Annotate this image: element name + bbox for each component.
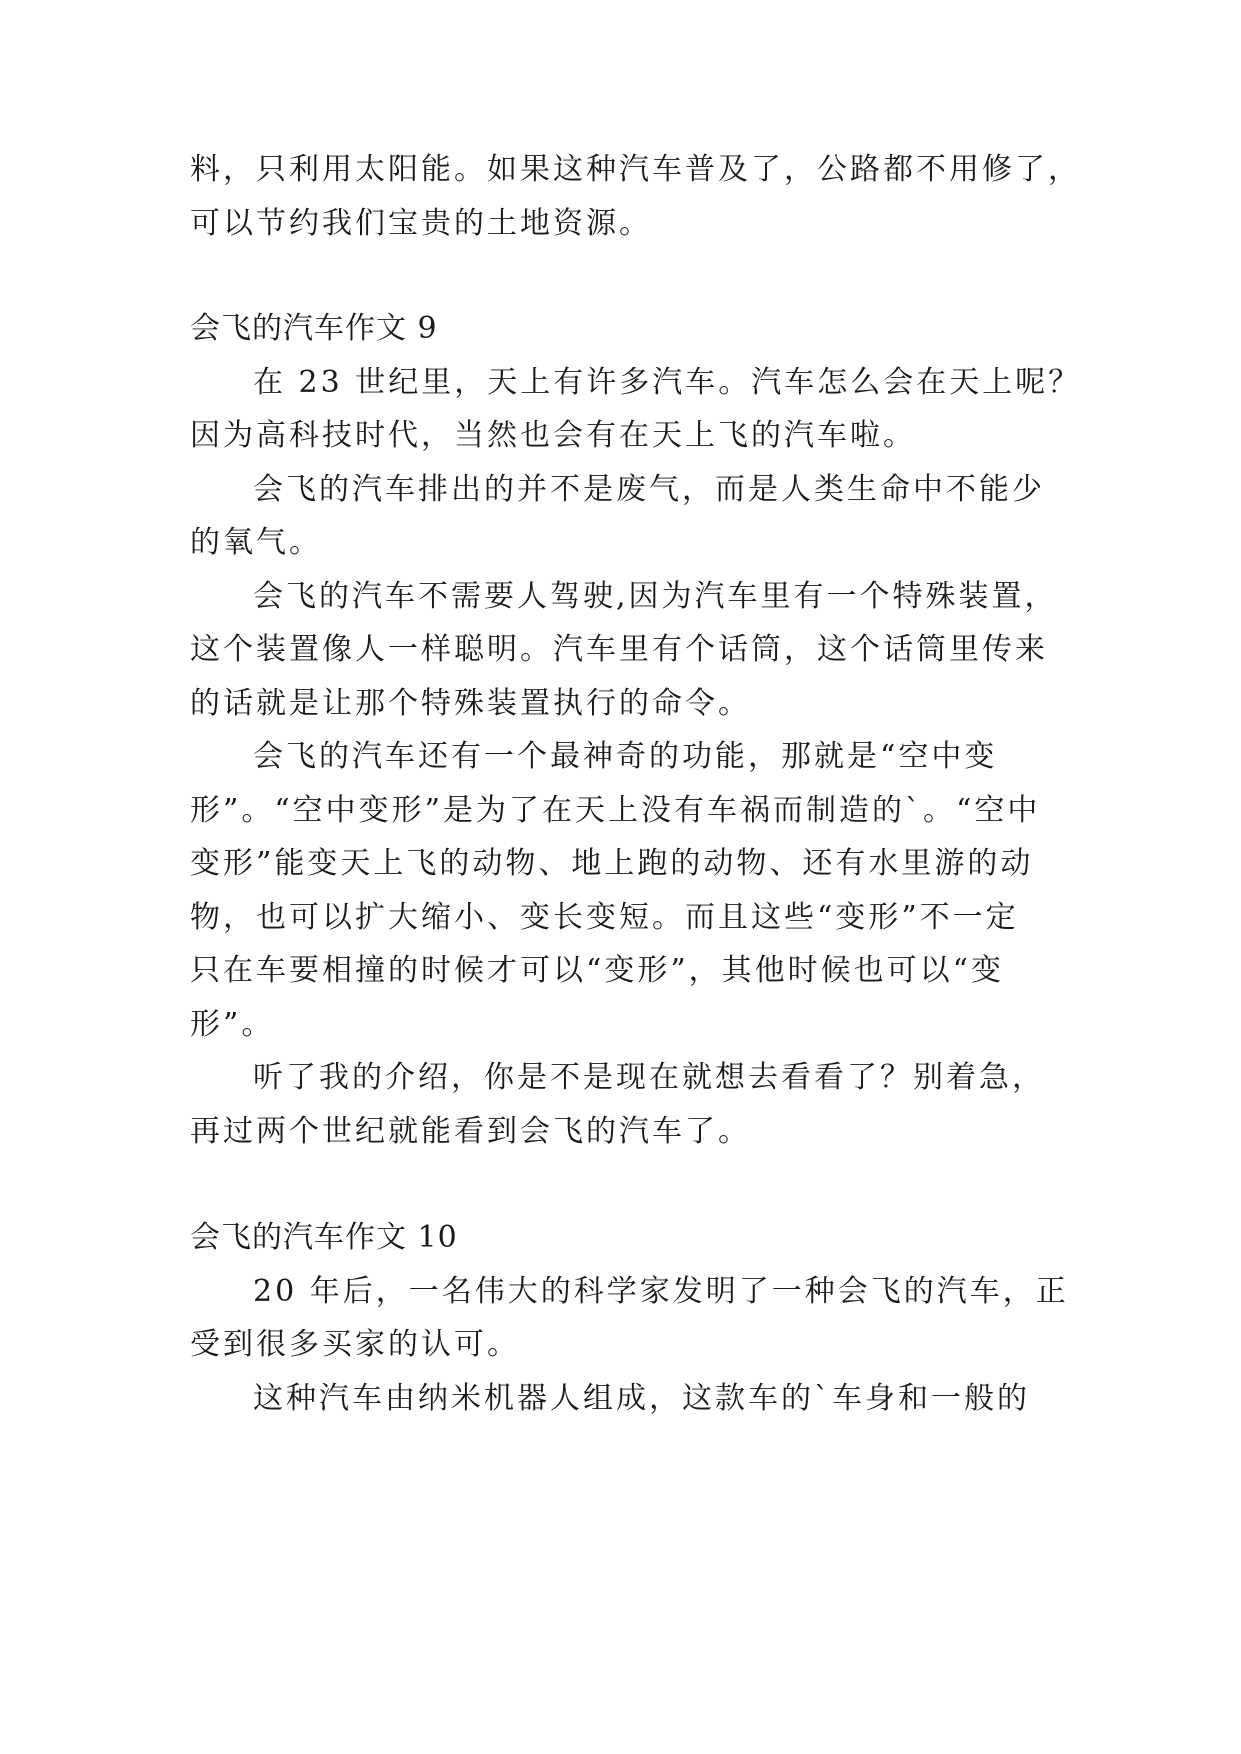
paragraph-line: 在 23 世纪里，天上有许多汽车。汽车怎么会在天上呢？ [253,365,1082,400]
paragraph-line: 受到很多买家的认可。 [190,1327,520,1362]
paragraph-line: 可以节约我们宝贵的土地资源。 [190,206,652,241]
paragraph-line: 因为高科技时代，当然也会有在天上飞的汽车啦。 [190,418,916,453]
section-heading: 会飞的汽车作文 10 [190,1220,458,1255]
paragraph-line: 这种汽车由纳米机器人组成，这款车的`车身和一般的 [253,1381,1030,1416]
paragraph-line: 形”。“空中变形”是为了在天上没有车祸而制造的`。“空中 [190,793,1041,828]
paragraph-line: 20 年后，一名伟大的科学家发明了一种会飞的汽车，正 [253,1274,1069,1309]
paragraph-line: 料，只利用太阳能。如果这种汽车普及了，公路都不用修了， [190,152,1081,187]
paragraph-line: 会飞的汽车还有一个最神奇的功能，那就是“空中变 [253,739,998,774]
section-heading: 会飞的汽车作文 9 [190,311,438,346]
paragraph-line: 变形”能变天上飞的动物、地上跑的动物、还有水里游的动 [190,846,1034,881]
paragraph-line: 会飞的汽车不需要人驾驶,因为汽车里有一个特殊装置， [253,579,1058,614]
paragraph-line: 的话就是让那个特殊装置执行的命令。 [190,686,751,721]
paragraph-line: 再过两个世纪就能看到会飞的汽车了。 [190,1114,751,1149]
paragraph-line: 的氧气。 [190,525,322,560]
paragraph-line: 会飞的汽车排出的并不是废气，而是人类生命中不能少 [253,472,1045,507]
paragraph-line: 听了我的介绍，你是不是现在就想去看看了？别着急， [253,1060,1045,1095]
paragraph-line: 形”。 [190,1007,275,1042]
paragraph-line: 这个装置像人一样聪明。汽车里有个话筒，这个话筒里传来 [190,632,1048,667]
paragraph-line: 只在车要相撞的时候才可以“变形”，其他时候也可以“变 [190,953,1005,988]
paragraph-line: 物，也可以扩大缩小、变长变短。而且这些“变形”不一定 [190,900,1019,935]
